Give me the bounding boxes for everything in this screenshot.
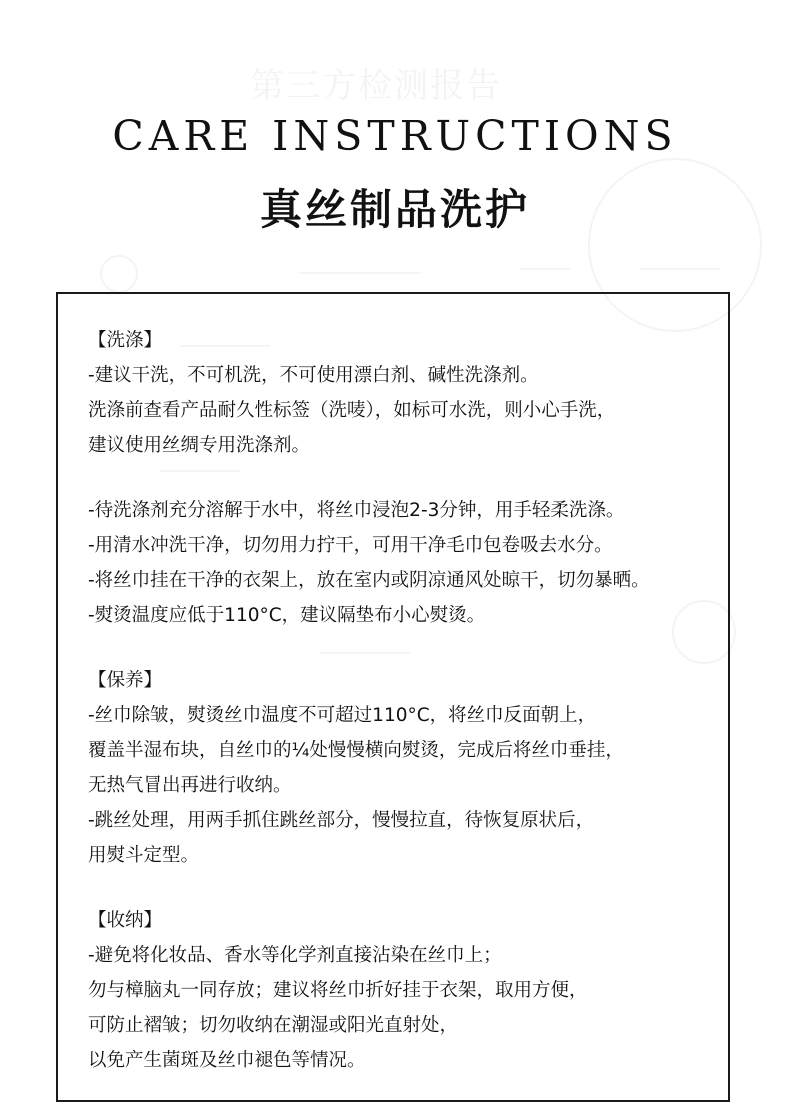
instruction-line: 以免产生菌斑及丝巾褪色等情况。 (88, 1050, 366, 1071)
watermark-heading: 第三方检测报告 (250, 66, 502, 106)
paragraph-gap (88, 463, 728, 493)
instruction-line: -待洗涤剂充分溶解于水中，将丝巾浸泡2-3分钟，用手轻柔洗涤。 (88, 500, 625, 521)
section-gap (88, 633, 728, 663)
care-instructions-content (88, 323, 728, 1078)
instruction-line: -建议干洗，不可机洗，不可使用漂白剂、碱性洗涤剂。 (88, 365, 539, 386)
instruction-line: 用熨斗定型。 (88, 845, 200, 866)
instruction-line: -丝巾除皱，熨烫丝巾温度不可超过110°C，将丝巾反面朝上， (88, 705, 597, 726)
care-instructions-box (56, 292, 730, 1102)
watermark-line (520, 268, 570, 270)
watermark-seal-circle-small (100, 255, 138, 293)
section-heading-maintenance: 【保养】 (88, 670, 163, 691)
instruction-line: 无热气冒出再进行收纳。 (88, 775, 292, 796)
instruction-line: 建议使用丝绸专用洗涤剂。 (88, 435, 311, 456)
instruction-line: 洗涤前查看产品耐久性标签（洗唛），如标可水洗，则小心手洗， (88, 400, 616, 421)
section-gap (88, 873, 728, 903)
instruction-line: 勿与樟脑丸一同存放；建议将丝巾折好挂于衣架，取用方便， (88, 980, 588, 1001)
watermark-line (300, 272, 420, 274)
instruction-line: -熨烫温度应低于110°C，建议隔垫布小心熨烫。 (88, 605, 486, 626)
instruction-line: 可防止褶皱；切勿收纳在潮湿或阳光直射处， (88, 1015, 459, 1036)
section-heading-washing: 【洗涤】 (88, 330, 163, 351)
instruction-line: -避免将化妆品、香水等化学剂直接沾染在丝巾上； (88, 945, 502, 966)
instruction-line: -跳丝处理，用两手抓住跳丝部分，慢慢拉直，待恢复原状后， (88, 810, 595, 831)
section-heading-storage: 【收纳】 (88, 910, 163, 931)
title-chinese: 真丝制品洗护 (259, 185, 530, 234)
instruction-line: -用清水冲洗干净，切勿用力拧干，可用干净毛巾包卷吸去水分。 (88, 535, 613, 556)
watermark-line (640, 268, 720, 270)
instruction-line: -将丝巾挂在干净的衣架上，放在室内或阴凉通风处晾干，切勿暴晒。 (88, 570, 650, 591)
title-english: CARE INSTRUCTIONS (112, 112, 678, 160)
instruction-line: 覆盖半湿布块，自丝巾的¼处慢慢横向熨烫，完成后将丝巾垂挂， (88, 740, 624, 761)
